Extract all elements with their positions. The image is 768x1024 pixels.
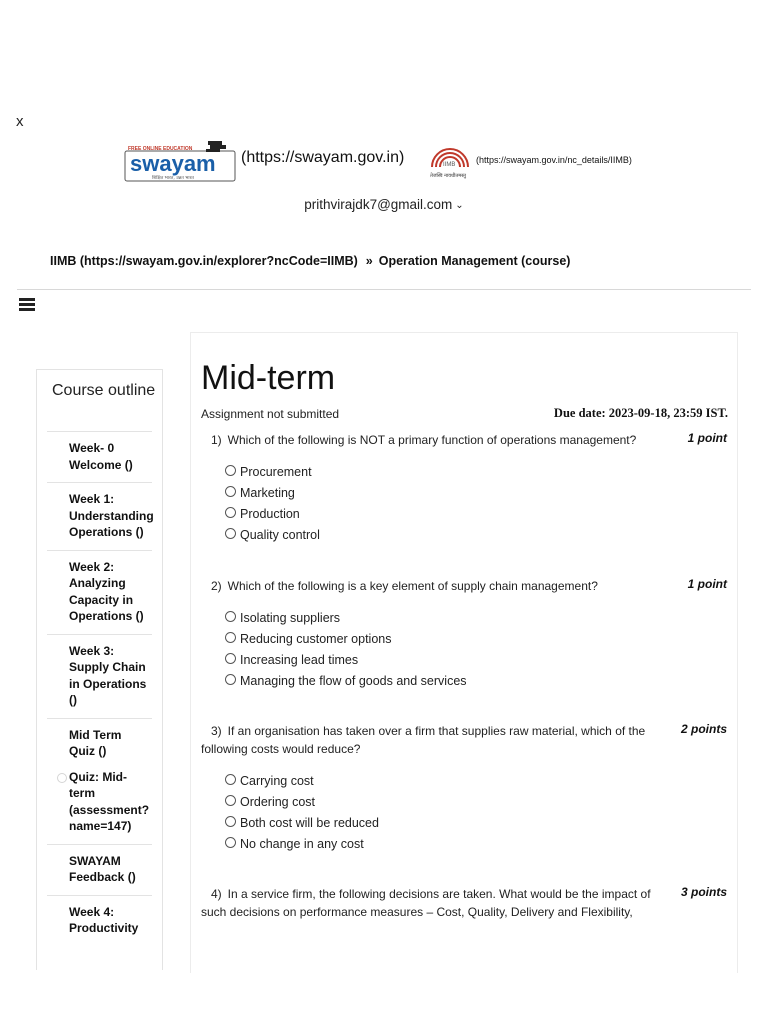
iimb-wordmark: IIMB (443, 162, 456, 168)
breadcrumb-current: Operation Management (course) (378, 254, 571, 268)
option-radio[interactable]: Managing the flow of goods and services (225, 670, 727, 691)
option-radio[interactable]: Carrying cost (225, 770, 727, 791)
question-4 (201, 885, 727, 921)
question-text: 1) Which of the following is NOT a primary function of operations management? (211, 433, 637, 447)
breadcrumb-link-iimb[interactable]: IIMB (https://swayam.gov.in/explorer?ncCode=IIMB) (50, 254, 358, 268)
question-number: 2) (211, 579, 222, 593)
due-date: Due date: 2023-09-18, 23:59 IST. (553, 406, 728, 420)
radio-icon[interactable] (225, 611, 236, 622)
radio-icon[interactable] (225, 674, 236, 685)
option-radio[interactable]: Ordering cost (225, 791, 727, 812)
outline-item-mid-term-quiz[interactable]: Mid Term Quiz () (47, 718, 152, 769)
radio-icon[interactable] (225, 816, 236, 827)
outline-subitem-quiz-mid-term[interactable] (47, 769, 152, 844)
question-number: 1) (211, 433, 222, 447)
radio-icon[interactable] (225, 632, 236, 643)
iimb-details-link[interactable]: (https://swayam.gov.in/nc_details/IIMB) (476, 155, 632, 165)
swayam-tagline-bottom: शिक्षित भारत, उन्नत भारत (152, 176, 194, 181)
option-radio[interactable]: Procurement (225, 461, 727, 482)
breadcrumb-separator: » (365, 254, 373, 268)
page-title: Mid-term (201, 359, 336, 397)
outline-item-week-4[interactable]: Week 4: Productivity (47, 895, 152, 946)
submission-status: Assignment not submitted (201, 407, 340, 421)
radio-icon[interactable] (225, 653, 236, 664)
user-account-menu[interactable] (0, 197, 768, 212)
outline-item-swayam-feedback[interactable]: SWAYAM Feedback () (47, 844, 152, 895)
radio-icon[interactable] (225, 465, 236, 476)
breadcrumb (50, 254, 570, 268)
user-email: prithvirajdk7@gmail.com (304, 197, 453, 212)
swayam-home-link[interactable]: (https://swayam.gov.in) (241, 149, 405, 166)
option-radio[interactable]: Increasing lead times (225, 649, 727, 670)
iimb-tagline: तेजस्वि नावधीतमस्तु (430, 173, 467, 179)
option-radio[interactable]: Reducing customer options (225, 628, 727, 649)
option-radio[interactable]: Quality control (225, 524, 727, 545)
radio-icon[interactable] (225, 795, 236, 806)
radio-icon[interactable] (225, 528, 236, 539)
question-text: 3) If an organisation has taken over a firm that supplies raw material, which of the following costs would reduce? (201, 724, 646, 756)
radio-icon[interactable] (225, 837, 236, 848)
option-radio[interactable]: No change in any cost (225, 833, 727, 854)
radio-icon[interactable] (225, 774, 236, 785)
radio-icon[interactable] (225, 507, 236, 518)
swayam-logo[interactable] (124, 139, 236, 183)
close-button[interactable]: x (16, 113, 24, 130)
question-points: 1 point (687, 577, 727, 591)
answer-options (225, 461, 727, 545)
question-number: 4) (211, 887, 222, 901)
radio-icon[interactable] (225, 486, 236, 497)
outline-item-week-3[interactable]: Week 3: Supply Chain in Operations () (47, 634, 152, 718)
question-2 (201, 577, 727, 691)
swayam-tagline-top: FREE ONLINE EDUCATION (128, 146, 193, 152)
assignment-panel (190, 332, 738, 973)
option-radio[interactable]: Marketing (225, 482, 727, 503)
option-radio[interactable]: Both cost will be reduced (225, 812, 727, 833)
question-1 (201, 431, 727, 545)
outline-item-week-2[interactable]: Week 2: Analyzing Capacity in Operations () (47, 550, 152, 634)
status-circle-icon (57, 773, 67, 783)
question-text: 2) Which of the following is a key element of supply chain management? (211, 579, 598, 593)
outline-item-week-1[interactable]: Week 1: Understanding Operations () (47, 482, 152, 550)
header-divider (17, 289, 751, 290)
outline-subitem-label: Quiz: Mid-term (assessment?name=147) (69, 769, 150, 833)
site-header (0, 136, 768, 184)
question-number: 3) (211, 724, 222, 738)
swayam-wordmark: swayam (130, 151, 216, 176)
option-radio[interactable]: Isolating suppliers (225, 607, 727, 628)
question-points: 2 points (680, 722, 727, 736)
question-points: 1 point (687, 431, 727, 445)
hamburger-icon[interactable] (19, 298, 35, 312)
answer-options (225, 770, 727, 854)
answer-options (225, 607, 727, 691)
iimb-logo[interactable] (427, 145, 473, 179)
question-text: 4) In a service firm, the following decisions are taken. What would be the impact of such decisions on performance measures – Cost, Quality, Delivery and Flexibility, (201, 887, 651, 919)
option-radio[interactable]: Production (225, 503, 727, 524)
course-outline-title: Course outline (52, 382, 156, 399)
course-outline-sidebar (36, 369, 163, 970)
chevron-down-icon: ⌄ (455, 200, 464, 211)
question-points: 3 points (680, 885, 727, 899)
outline-item-week-0[interactable]: Week- 0 Welcome () (47, 431, 152, 482)
question-3 (201, 722, 727, 854)
